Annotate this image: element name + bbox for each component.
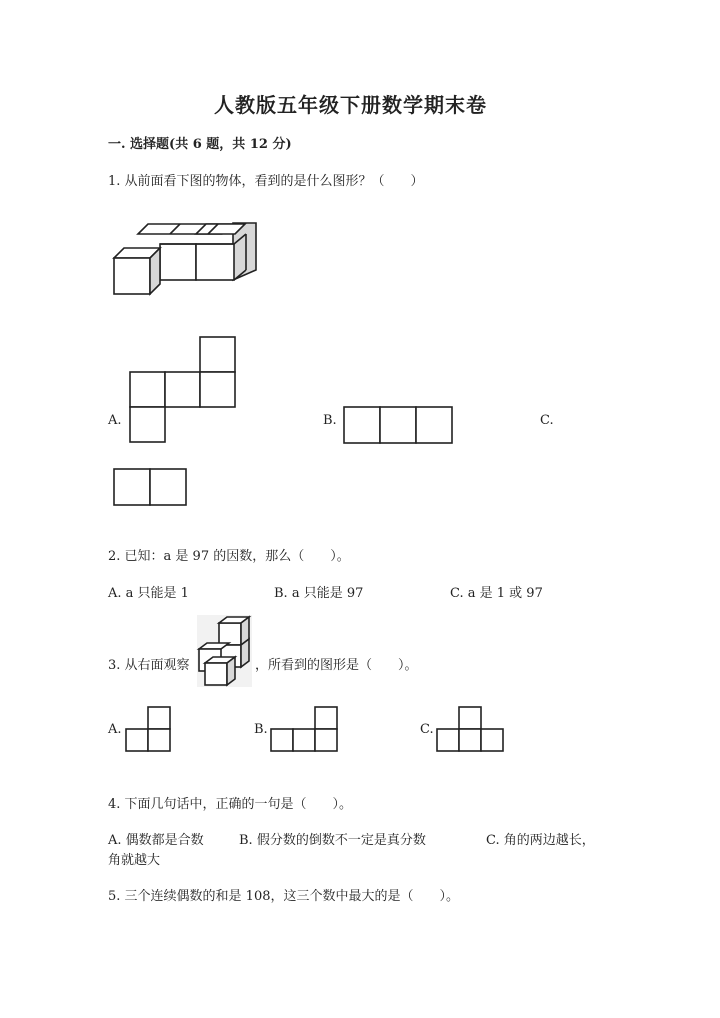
- question-1-option-c-figure: [112, 467, 188, 507]
- question-1-option-b[interactable]: B.: [323, 413, 337, 428]
- question-4: 4. 下面几句话中，正确的一句是（ ）。: [108, 797, 353, 812]
- question-4-option-c[interactable]: C. 角的两边越长，: [486, 833, 595, 848]
- question-2-option-c[interactable]: C. a 是 1 或 97: [450, 586, 543, 601]
- question-3-prefix: 3. 从右面观察: [108, 658, 190, 673]
- question-1: 1. 从前面看下图的物体，看到的是什么图形？（ ）: [108, 174, 424, 189]
- question-3-option-c[interactable]: C.: [420, 722, 434, 737]
- question-3-option-b-figure: [269, 705, 341, 755]
- question-4-option-b[interactable]: B. 假分数的倒数不一定是真分数: [239, 833, 426, 848]
- question-1-option-b-figure: [342, 405, 454, 445]
- question-1-option-c[interactable]: C.: [540, 413, 554, 428]
- question-1-solid-figure: [110, 218, 260, 298]
- question-2-option-a[interactable]: A. a 只能是 1: [108, 586, 189, 601]
- question-1-option-a[interactable]: A.: [108, 413, 122, 428]
- question-4-option-a[interactable]: A. 偶数都是合数: [108, 833, 204, 848]
- question-3-option-a[interactable]: A.: [108, 722, 122, 737]
- question-3-option-a-figure: [124, 705, 174, 755]
- question-4-option-c-continued: 角就越大: [108, 853, 161, 868]
- section-heading: 一. 选择题(共 6 题，共 12 分): [108, 137, 292, 152]
- question-5: 5. 三个连续偶数的和是 108，这三个数中最大的是（ ）。: [108, 889, 459, 904]
- question-3-option-c-figure: [435, 705, 507, 755]
- question-3-option-b[interactable]: B.: [254, 722, 268, 737]
- question-3-solid-figure: [197, 615, 252, 687]
- question-2: 2. 已知：a 是 97 的因数，那么（ ）。: [108, 549, 350, 564]
- page-title: 人教版五年级下册数学期末卷: [214, 93, 487, 117]
- question-3-suffix: ，所看到的图形是（ ）。: [255, 658, 418, 673]
- question-2-option-b[interactable]: B. a 只能是 97: [274, 586, 364, 601]
- question-1-option-a-figure: [126, 335, 238, 445]
